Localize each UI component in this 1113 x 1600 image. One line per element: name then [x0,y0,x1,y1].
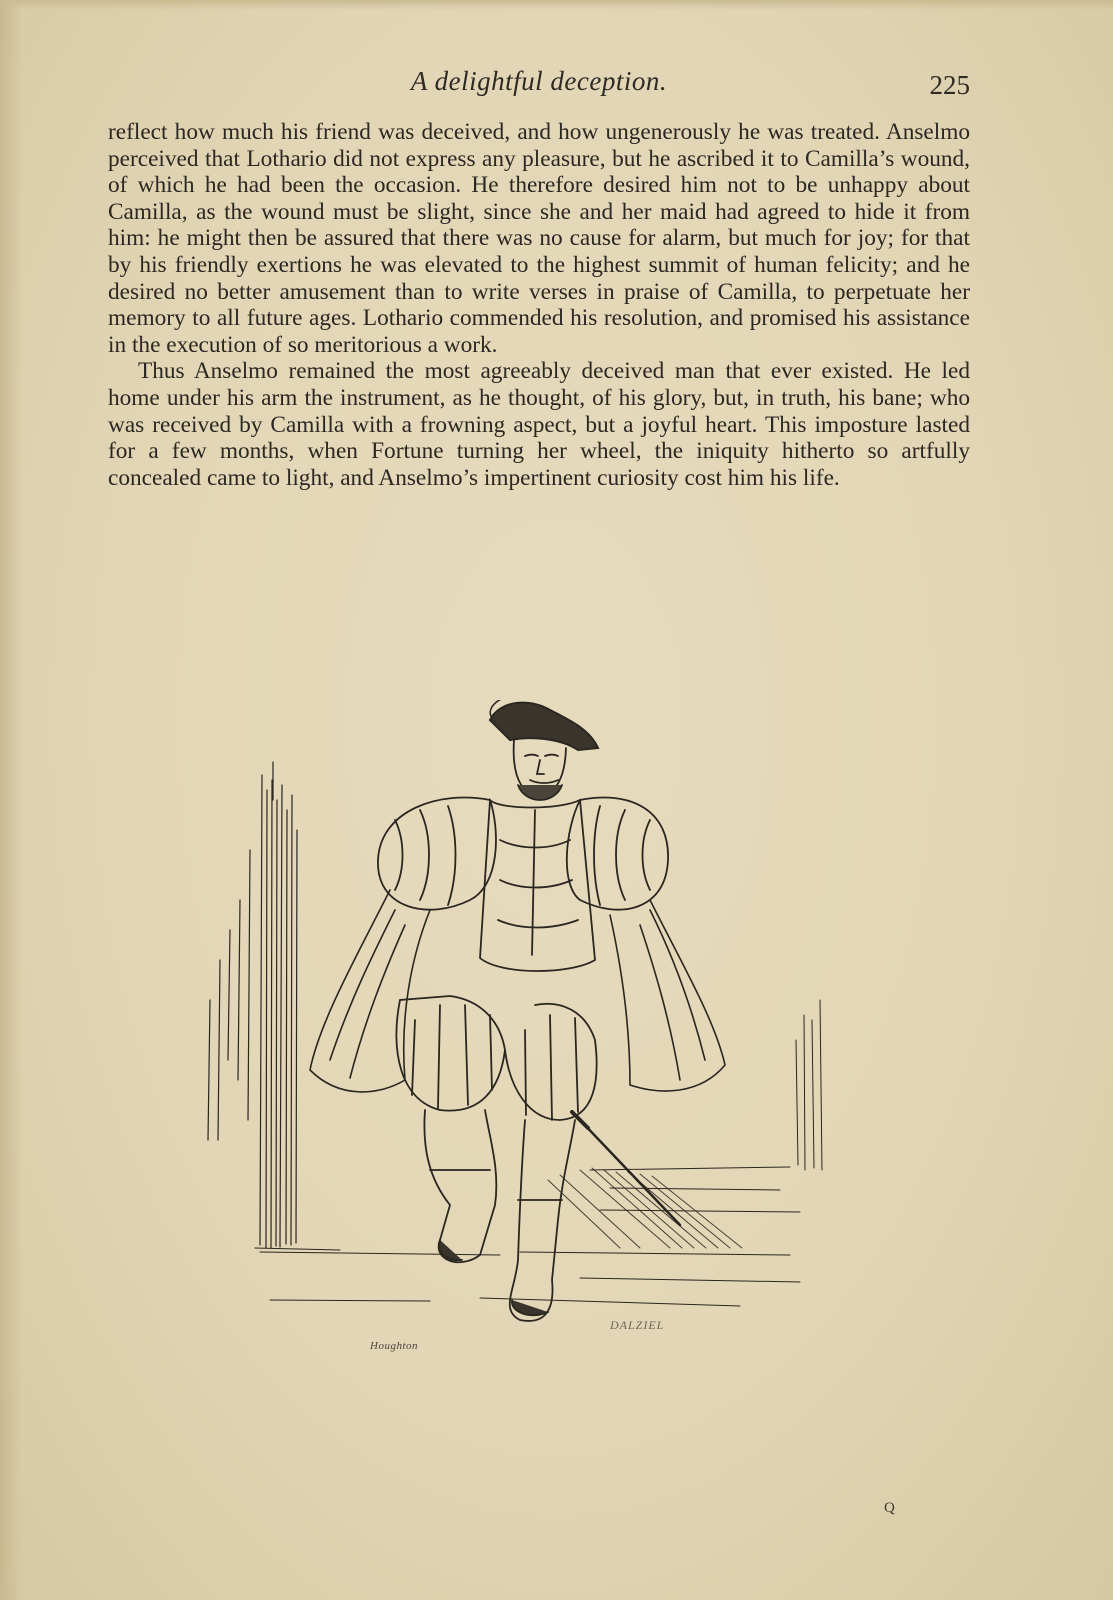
page-shadow-left [0,0,22,1600]
shadow-hatching [548,1168,742,1248]
figure-head [514,740,566,800]
figure-hose [396,996,596,1120]
artist-signature: Houghton [370,1340,418,1352]
page-header [108,62,970,102]
engraver-signature: DALZIEL [610,1318,665,1332]
figure-torso [480,800,595,971]
paragraph-2: Thus Anselmo remained the most agreeably deceived man that ever existed. He led home under his arm the instrument, as he thought, of his glory, but, in truth, his bane; who was received by Camilla with a frowning aspect, but a joyful heart. This imposture lasted for a few months, when Fortune turning her wheel, the iniquity hitherto so artfully concealed came to light, and Anselmo’s impertinent curiosity cost him his life. [108,358,970,491]
wall-lines [796,1000,822,1170]
figure-hat [490,700,598,750]
door-post [208,762,297,1248]
running-title: A delightful deception. [410,66,668,96]
engraving-illustration [200,700,850,1360]
paragraph-1: reflect how much his friend was deceived, and how ungenerously he was treated. Anselmo perceived that Lothario did not express any pleasure, but he ascribed it to Camilla’s wound, of which he had been the occasion. He therefore desired him not to be unhappy about Camilla, as the wound must be slight, since she and her maid had agreed to hide it from him: he might then be assured that there was no cause for alarm, but much for joy; for that by his friendly exertions he was elevated to the highest summit of human felicity; and he desired no better amusement than to write verses in praise of Camilla, to perpetuate her memory to all future ages. Lothario commended his resolution, and promised his assistance in the execution of so meritorious a work. [108,119,970,358]
signature-mark: Q [884,1500,895,1516]
floor-lines [255,1167,800,1306]
page-number: 225 [929,70,970,100]
page-shadow-top [0,0,1113,10]
figure-cloak [310,890,725,1092]
figure-sleeves [378,798,668,910]
figure-legs [424,1110,575,1321]
body-text [108,119,970,491]
